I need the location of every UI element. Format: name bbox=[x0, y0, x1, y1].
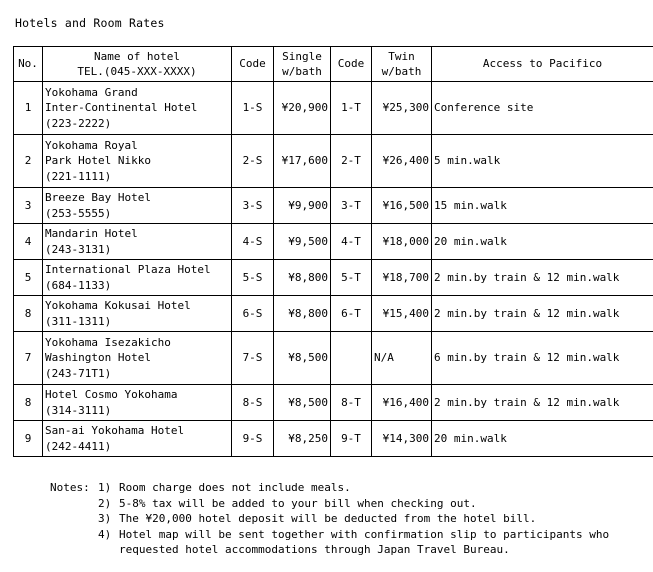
access-info: 15 min.walk bbox=[432, 188, 653, 224]
twin-code: 1-T bbox=[331, 82, 372, 135]
note-text: Hotel map will be sent together with confirmation slip to participants who bbox=[119, 527, 610, 541]
page-title: Hotels and Room Rates bbox=[15, 16, 165, 30]
twin-rate: ¥26,400 bbox=[372, 135, 432, 188]
note-number: 3) bbox=[98, 512, 112, 525]
hotel-name-cell bbox=[43, 224, 232, 260]
notes-label bbox=[50, 496, 98, 512]
table-row bbox=[14, 188, 653, 224]
table-body bbox=[14, 82, 653, 457]
hotel-name-cell bbox=[43, 332, 232, 385]
hotel-name-line: Yokohama Grand bbox=[45, 85, 138, 99]
hotel-name-cell bbox=[43, 260, 232, 296]
note-line bbox=[50, 511, 609, 527]
hotel-phone: (243-3131) bbox=[45, 242, 112, 256]
twin-code: 5-T bbox=[331, 260, 372, 296]
single-code: 8-S bbox=[232, 385, 274, 421]
note-text: The ¥20,000 hotel deposit will be deducted from the hotel bill. bbox=[119, 512, 537, 525]
note-number bbox=[98, 542, 119, 558]
header-twin bbox=[372, 47, 432, 82]
notes-label bbox=[50, 527, 98, 543]
single-code: 6-S bbox=[232, 296, 274, 332]
row-number: 9 bbox=[14, 421, 43, 457]
access-info: 20 min.walk bbox=[432, 224, 653, 260]
notes-section bbox=[50, 480, 609, 558]
twin-code: 4-T bbox=[331, 224, 372, 260]
note-line bbox=[50, 542, 609, 558]
note-number: 2) bbox=[98, 496, 112, 510]
header-twin-line1: Twin bbox=[388, 49, 415, 63]
note-number: 4) bbox=[98, 527, 112, 541]
header-single-line2: w/bath bbox=[282, 65, 322, 78]
hotel-name-line: International Plaza Hotel bbox=[45, 263, 211, 276]
hotel-phone: (243-71T1) bbox=[45, 366, 112, 380]
twin-rate: ¥18,700 bbox=[372, 260, 432, 296]
hotel-name-cell bbox=[43, 188, 232, 224]
notes-label bbox=[50, 511, 98, 527]
notes-label bbox=[50, 542, 98, 558]
header-name-line1: Name of hotel bbox=[93, 49, 181, 63]
access-info: 20 min.walk bbox=[432, 421, 653, 457]
twin-code: 8-T bbox=[331, 385, 372, 421]
single-rate: ¥8,500 bbox=[274, 385, 331, 421]
table-row bbox=[14, 332, 653, 385]
twin-code: 2-T bbox=[331, 135, 372, 188]
twin-rate: ¥16,500 bbox=[372, 188, 432, 224]
header-name bbox=[43, 47, 232, 82]
hotel-name-line: Inter-Continental Hotel bbox=[45, 101, 198, 115]
access-info: 2 min.by train & 12 min.walk bbox=[432, 385, 653, 421]
single-rate: ¥8,500 bbox=[274, 332, 331, 385]
note-line bbox=[50, 496, 609, 512]
hotel-name-line: Yokohama Isezakicho bbox=[45, 335, 171, 349]
single-code: 5-S bbox=[232, 260, 274, 296]
single-code: 1-S bbox=[232, 82, 274, 135]
hotel-name-line: Yokohama Kokusai Hotel bbox=[45, 299, 191, 312]
single-rate: ¥20,900 bbox=[274, 82, 331, 135]
row-number: 8 bbox=[14, 385, 43, 421]
note-text: requested hotel accommodations through Japan Travel Bureau. bbox=[119, 543, 510, 556]
header-access: Access to Pacifico bbox=[432, 47, 653, 82]
hotel-name-cell bbox=[43, 385, 232, 421]
hotel-name-line: Hotel Cosmo Yokohama bbox=[45, 388, 178, 401]
header-name-line2: TEL.(045-XXX-XXXX) bbox=[77, 65, 197, 78]
twin-rate: ¥15,400 bbox=[372, 296, 432, 332]
notes-label: Notes: bbox=[50, 481, 90, 494]
single-code: 2-S bbox=[232, 135, 274, 188]
access-info: 6 min.by train & 12 min.walk bbox=[432, 332, 653, 385]
header-single bbox=[274, 47, 331, 82]
hotel-name-line: Washington Hotel bbox=[45, 351, 151, 365]
header-no: No. bbox=[14, 47, 43, 82]
note-text: Room charge does not include meals. bbox=[119, 481, 351, 494]
twin-rate: N/A bbox=[372, 332, 432, 385]
single-rate: ¥9,900 bbox=[274, 188, 331, 224]
table-row bbox=[14, 296, 653, 332]
table-row bbox=[14, 421, 653, 457]
hotel-phone: (221-1111) bbox=[45, 169, 112, 183]
hotel-phone: (223-2222) bbox=[45, 116, 112, 130]
single-rate: ¥8,800 bbox=[274, 260, 331, 296]
table-header-row bbox=[14, 47, 653, 82]
hotel-name-cell bbox=[43, 296, 232, 332]
hotel-phone: (253-5555) bbox=[45, 206, 112, 220]
note-number: 1) bbox=[98, 481, 112, 494]
single-code: 7-S bbox=[232, 332, 274, 385]
row-number: 7 bbox=[14, 332, 43, 385]
table-row bbox=[14, 385, 653, 421]
hotel-phone: (684-1133) bbox=[45, 278, 112, 292]
hotel-name-line: San-ai Yokohama Hotel bbox=[45, 424, 185, 437]
header-single-line1: Single bbox=[282, 49, 322, 63]
table-row bbox=[14, 224, 653, 260]
row-number: 4 bbox=[14, 224, 43, 260]
header-code-single: Code bbox=[232, 47, 274, 82]
access-info: Conference site bbox=[432, 82, 653, 135]
single-rate: ¥17,600 bbox=[274, 135, 331, 188]
note-line bbox=[50, 480, 609, 496]
hotel-name-cell bbox=[43, 82, 232, 135]
hotel-name-line: Park Hotel Nikko bbox=[45, 154, 151, 168]
twin-rate: ¥18,000 bbox=[372, 224, 432, 260]
row-number: 1 bbox=[14, 82, 43, 135]
twin-code: 3-T bbox=[331, 188, 372, 224]
single-code: 4-S bbox=[232, 224, 274, 260]
single-rate: ¥8,250 bbox=[274, 421, 331, 457]
note-text: 5-8% tax will be added to your bill when checking out. bbox=[119, 496, 477, 510]
header-twin-line2: w/bath bbox=[381, 65, 422, 78]
row-number: 5 bbox=[14, 260, 43, 296]
hotel-phone: (314-3111) bbox=[45, 403, 112, 417]
header-code-twin: Code bbox=[331, 47, 372, 82]
hotel-name-line: Breeze Bay Hotel bbox=[45, 191, 151, 204]
row-number: 2 bbox=[14, 135, 43, 188]
table-row bbox=[14, 82, 653, 135]
table-row bbox=[14, 135, 653, 188]
table-row bbox=[14, 260, 653, 296]
access-info: 5 min.walk bbox=[432, 135, 653, 188]
twin-code: 6-T bbox=[331, 296, 372, 332]
hotel-phone: (242-4411) bbox=[45, 439, 112, 453]
single-code: 3-S bbox=[232, 188, 274, 224]
twin-rate: ¥25,300 bbox=[372, 82, 432, 135]
twin-code bbox=[331, 332, 372, 385]
single-code: 9-S bbox=[232, 421, 274, 457]
note-line bbox=[50, 527, 609, 543]
hotel-phone: (311-1311) bbox=[45, 314, 112, 328]
hotel-name-cell bbox=[43, 421, 232, 457]
hotel-name-line: Mandarin Hotel bbox=[45, 227, 138, 240]
access-info: 2 min.by train & 12 min.walk bbox=[432, 260, 653, 296]
twin-rate: ¥14,300 bbox=[372, 421, 432, 457]
twin-code: 9-T bbox=[331, 421, 372, 457]
single-rate: ¥9,500 bbox=[274, 224, 331, 260]
row-number: 3 bbox=[14, 188, 43, 224]
single-rate: ¥8,800 bbox=[274, 296, 331, 332]
hotel-rates-table bbox=[13, 46, 653, 457]
hotel-name-line: Yokohama Royal bbox=[45, 138, 138, 152]
access-info: 2 min.by train & 12 min.walk bbox=[432, 296, 653, 332]
row-number: 8 bbox=[14, 296, 43, 332]
twin-rate: ¥16,400 bbox=[372, 385, 432, 421]
hotel-name-cell bbox=[43, 135, 232, 188]
